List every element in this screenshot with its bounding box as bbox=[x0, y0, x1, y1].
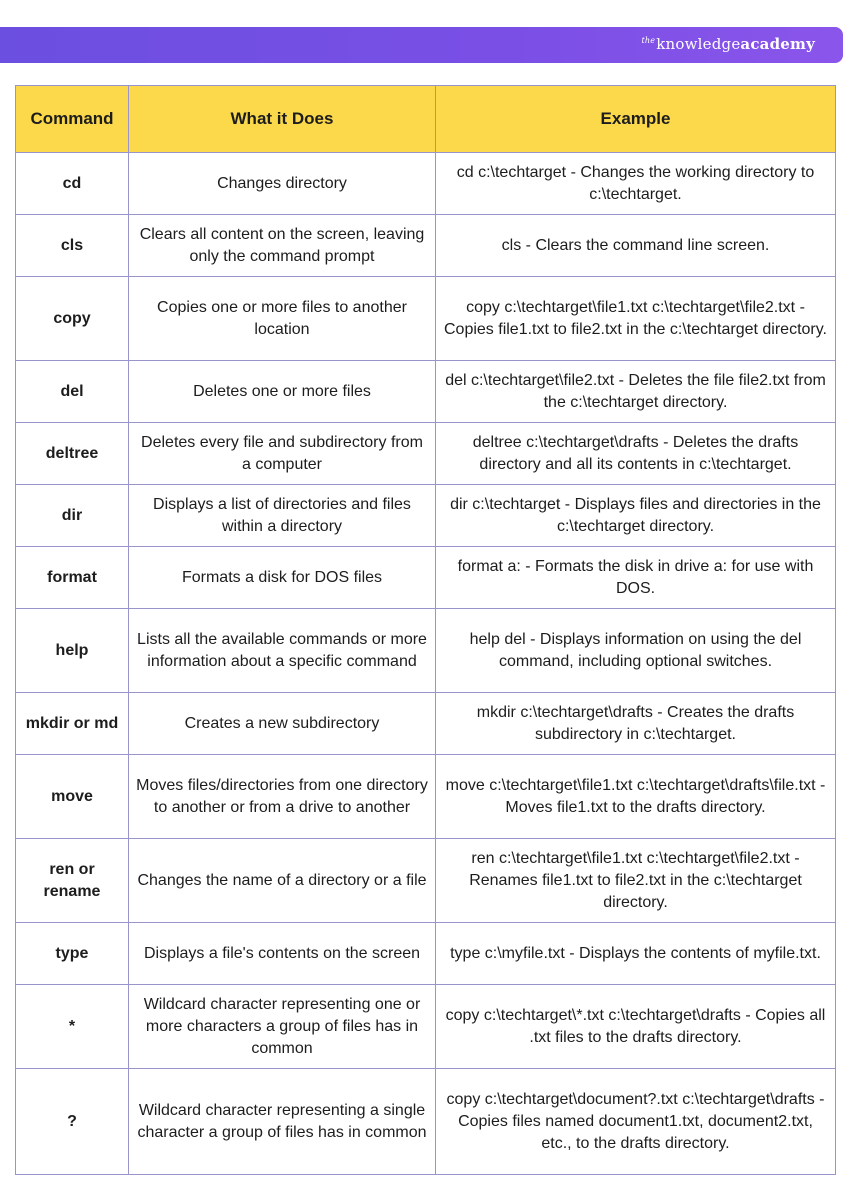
command-cell: deltree bbox=[16, 423, 129, 485]
description-cell: Displays a list of directories and files within a directory bbox=[129, 485, 436, 547]
example-cell: del c:\techtarget\file2.txt - Deletes the file file2.txt from the c:\techtarget directory. bbox=[436, 361, 836, 423]
brand-suffix: academy bbox=[740, 35, 815, 53]
table-row bbox=[16, 923, 836, 985]
example-cell: format a: - Formats the disk in drive a: for use with DOS. bbox=[436, 547, 836, 609]
example-cell: type c:\myfile.txt - Displays the contents of myfile.txt. bbox=[436, 923, 836, 985]
example-cell: copy c:\techtarget\*.txt c:\techtarget\drafts - Copies all .txt files to the drafts directory. bbox=[436, 985, 836, 1069]
commands-table bbox=[15, 85, 836, 1175]
example-cell: dir c:\techtarget - Displays files and directories in the c:\techtarget directory. bbox=[436, 485, 836, 547]
brand-name: knowledge bbox=[656, 35, 741, 53]
description-cell: Changes directory bbox=[129, 153, 436, 215]
example-cell: deltree c:\techtarget\drafts - Deletes the drafts directory and all its contents in c:\techtarget. bbox=[436, 423, 836, 485]
brand-logo bbox=[642, 35, 815, 53]
example-cell: copy c:\techtarget\file1.txt c:\techtarget\file2.txt - Copies file1.txt to file2.txt in the c:\techtarget directory. bbox=[436, 277, 836, 361]
description-cell: Wildcard character representing one or more characters a group of files has in common bbox=[129, 985, 436, 1069]
brand-prefix: the bbox=[641, 36, 656, 45]
table-row bbox=[16, 839, 836, 923]
example-cell: cls - Clears the command line screen. bbox=[436, 215, 836, 277]
command-cell: move bbox=[16, 755, 129, 839]
header-band bbox=[0, 27, 843, 63]
description-cell: Creates a new subdirectory bbox=[129, 693, 436, 755]
description-cell: Formats a disk for DOS files bbox=[129, 547, 436, 609]
description-cell: Lists all the available commands or more information about a specific command bbox=[129, 609, 436, 693]
command-cell: mkdir or md bbox=[16, 693, 129, 755]
command-cell: del bbox=[16, 361, 129, 423]
description-cell: Displays a file's contents on the screen bbox=[129, 923, 436, 985]
description-cell: Deletes every file and subdirectory from a computer bbox=[129, 423, 436, 485]
example-cell: move c:\techtarget\file1.txt c:\techtarget\drafts\file.txt - Moves file1.txt to the drafts directory. bbox=[436, 755, 836, 839]
table-row bbox=[16, 485, 836, 547]
table-row bbox=[16, 277, 836, 361]
table-row bbox=[16, 985, 836, 1069]
table-row bbox=[16, 153, 836, 215]
command-cell: dir bbox=[16, 485, 129, 547]
description-cell: Clears all content on the screen, leaving only the command prompt bbox=[129, 215, 436, 277]
command-cell: cd bbox=[16, 153, 129, 215]
table-row bbox=[16, 423, 836, 485]
description-cell: Changes the name of a directory or a file bbox=[129, 839, 436, 923]
description-cell: Deletes one or more files bbox=[129, 361, 436, 423]
description-cell: Wildcard character representing a single character a group of files has in common bbox=[129, 1069, 436, 1175]
command-cell: type bbox=[16, 923, 129, 985]
column-header-command: Command bbox=[16, 86, 129, 153]
table-row bbox=[16, 215, 836, 277]
table-row bbox=[16, 361, 836, 423]
command-cell: copy bbox=[16, 277, 129, 361]
command-cell: ? bbox=[16, 1069, 129, 1175]
table-row bbox=[16, 755, 836, 839]
example-cell: cd c:\techtarget - Changes the working directory to c:\techtarget. bbox=[436, 153, 836, 215]
description-cell: Moves files/directories from one directory to another or from a drive to another bbox=[129, 755, 436, 839]
column-header-example: Example bbox=[436, 86, 836, 153]
example-cell: help del - Displays information on using the del command, including optional switches. bbox=[436, 609, 836, 693]
example-cell: copy c:\techtarget\document?.txt c:\techtarget\drafts - Copies files named document1.txt, document2.txt, etc., to the drafts directory. bbox=[436, 1069, 836, 1175]
example-cell: ren c:\techtarget\file1.txt c:\techtarget\file2.txt - Renames file1.txt to file2.txt in the c:\techtarget directory. bbox=[436, 839, 836, 923]
command-cell: ren or rename bbox=[16, 839, 129, 923]
example-cell: mkdir c:\techtarget\drafts - Creates the drafts subdirectory in c:\techtarget. bbox=[436, 693, 836, 755]
table-row bbox=[16, 1069, 836, 1175]
table-header-row bbox=[16, 86, 836, 153]
table-row bbox=[16, 547, 836, 609]
command-cell: format bbox=[16, 547, 129, 609]
table-row bbox=[16, 609, 836, 693]
command-cell: * bbox=[16, 985, 129, 1069]
command-cell: cls bbox=[16, 215, 129, 277]
table-row bbox=[16, 693, 836, 755]
column-header-what-it-does: What it Does bbox=[129, 86, 436, 153]
command-cell: help bbox=[16, 609, 129, 693]
description-cell: Copies one or more files to another location bbox=[129, 277, 436, 361]
